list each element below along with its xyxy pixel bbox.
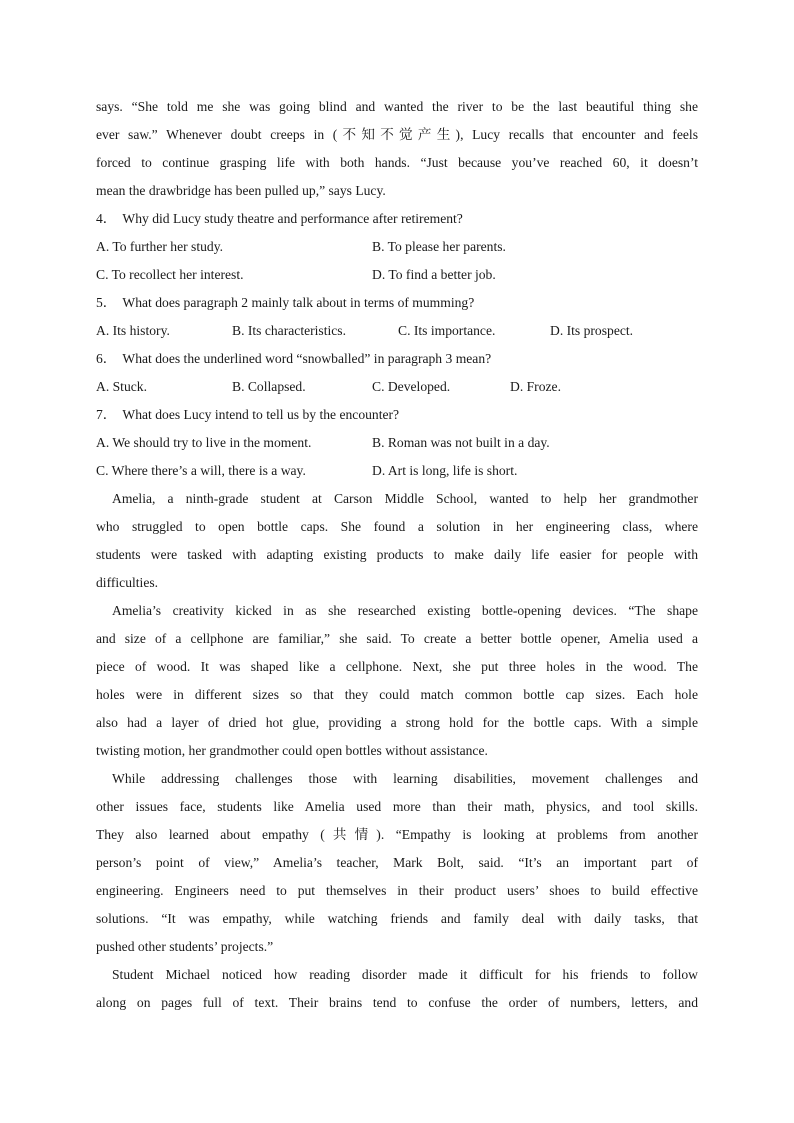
passage-a-ending bbox=[96, 93, 698, 205]
question-number: 6． bbox=[96, 351, 117, 366]
text-line: ever saw.” Whenever doubt creeps in (不知不觉产生), Lucy recalls that encounter and feels bbox=[96, 127, 698, 142]
question-stem bbox=[96, 401, 698, 429]
option-a[interactable]: A. Stuck. bbox=[96, 379, 147, 394]
text-line: twisting motion, her grandmother could open bottles without assistance. bbox=[96, 743, 488, 758]
text-line: Amelia’s creativity kicked in as she researched existing bottle-opening devices. “The shape bbox=[112, 603, 698, 618]
paragraph bbox=[96, 597, 698, 765]
question-6 bbox=[96, 345, 698, 401]
option-c[interactable]: C. Where there’s a will, there is a way. bbox=[96, 463, 306, 478]
option-d[interactable]: D. Froze. bbox=[510, 379, 561, 394]
question-number: 4． bbox=[96, 211, 117, 226]
text-line: person’s point of view,” Amelia’s teacher, Mark Bolt, said. “It’s an important part of bbox=[96, 855, 698, 870]
question-text: What does paragraph 2 mainly talk about in terms of mumming? bbox=[122, 295, 475, 310]
question-5 bbox=[96, 289, 698, 345]
paragraph bbox=[96, 485, 698, 597]
option-b[interactable]: B. Its characteristics. bbox=[232, 323, 346, 338]
paragraph bbox=[96, 961, 698, 1017]
text-line: also had a layer of dried hot glue, providing a strong hold for the bottle caps. With a simple bbox=[96, 715, 698, 730]
paragraph bbox=[96, 765, 698, 961]
text-line: students were tasked with adapting existing products to make daily life easier for people with bbox=[96, 547, 698, 562]
document-page bbox=[96, 93, 698, 1017]
question-number: 5． bbox=[96, 295, 117, 310]
option-d[interactable]: D. Its prospect. bbox=[550, 323, 634, 338]
option-c[interactable]: C. To recollect her interest. bbox=[96, 267, 244, 282]
option-a[interactable]: A. To further her study. bbox=[96, 239, 224, 254]
question-stem bbox=[96, 345, 698, 373]
option-d[interactable]: D. Art is long, life is short. bbox=[372, 463, 518, 478]
text-line: They also learned about empathy (共情). “Empathy is looking at problems from another bbox=[96, 827, 698, 842]
option-row bbox=[96, 429, 698, 457]
text-line: says. “She told me she was going blind and wanted the river to be the last beautiful thing she bbox=[96, 99, 698, 114]
question-number: 7． bbox=[96, 407, 117, 422]
text-line: mean the drawbridge has been pulled up,” says Lucy. bbox=[96, 183, 386, 198]
text-line: holes were in different sizes so that they could match common bottle cap sizes. Each hole bbox=[96, 687, 698, 702]
text-line: difficulties. bbox=[96, 575, 159, 590]
option-b[interactable]: B. Collapsed. bbox=[232, 379, 306, 394]
option-b[interactable]: B. Roman was not built in a day. bbox=[372, 435, 550, 450]
text-line: Amelia, a ninth-grade student at Carson Middle School, wanted to help her grandmother bbox=[112, 491, 698, 506]
passage-b bbox=[96, 485, 698, 1017]
option-d[interactable]: D. To find a better job. bbox=[372, 267, 496, 282]
question-stem bbox=[96, 289, 698, 317]
question-text: Why did Lucy study theatre and performance after retirement? bbox=[122, 211, 463, 226]
option-row bbox=[96, 233, 698, 261]
text-line: While addressing challenges those with learning disabilities, movement challenges and bbox=[112, 771, 698, 786]
option-row bbox=[96, 261, 698, 289]
question-stem bbox=[96, 205, 698, 233]
option-row bbox=[96, 457, 698, 485]
option-a[interactable]: A. Its history. bbox=[96, 323, 170, 338]
text-line: solutions. “It was empathy, while watching friends and family deal with daily tasks, that bbox=[96, 911, 698, 926]
option-c[interactable]: C. Developed. bbox=[372, 379, 451, 394]
question-7 bbox=[96, 401, 698, 485]
option-row bbox=[96, 373, 698, 401]
text-line: who struggled to open bottle caps. She found a solution in her engineering class, where bbox=[96, 519, 698, 534]
option-row bbox=[96, 317, 698, 345]
question-text: What does Lucy intend to tell us by the encounter? bbox=[122, 407, 400, 422]
option-a[interactable]: A. We should try to live in the moment. bbox=[96, 435, 312, 450]
text-line: engineering. Engineers need to put themselves in their product users’ shoes to build effective bbox=[96, 883, 698, 898]
text-line: pushed other students’ projects.” bbox=[96, 939, 274, 954]
text-line: other issues face, students like Amelia used more than their math, physics, and tool skills. bbox=[96, 799, 698, 814]
option-b[interactable]: B. To please her parents. bbox=[372, 239, 506, 254]
text-line: along on pages full of text. Their brains tend to confuse the order of numbers, letters, and bbox=[96, 995, 698, 1010]
question-text: What does the underlined word “snowballed” in paragraph 3 mean? bbox=[122, 351, 492, 366]
text-line: and size of a cellphone are familiar,” she said. To create a better bottle opener, Amelia used a bbox=[96, 631, 698, 646]
question-4 bbox=[96, 205, 698, 289]
text-line: forced to continue grasping life with both hands. “Just because you’ve reached 60, it doesn’t bbox=[96, 155, 698, 170]
text-line: Student Michael noticed how reading disorder made it difficult for his friends to follow bbox=[112, 967, 698, 982]
option-c[interactable]: C. Its importance. bbox=[398, 323, 496, 338]
text-line: piece of wood. It was shaped like a cellphone. Next, she put three holes in the wood. The bbox=[96, 659, 698, 674]
